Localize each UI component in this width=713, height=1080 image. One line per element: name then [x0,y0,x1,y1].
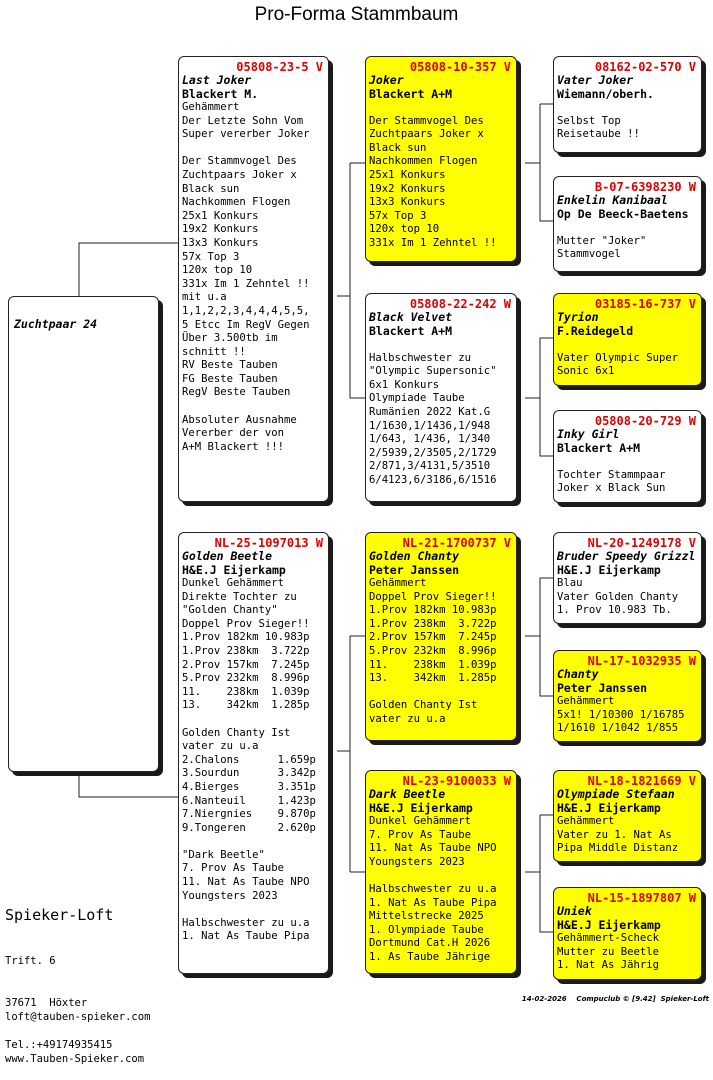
card-notes [557,815,698,856]
note-line: 2.Chalons 1.659p [182,753,316,766]
ring-number: 05808-10-357 V [409,60,511,74]
note-line [557,101,698,115]
note-line: Der Stammvogel Des [182,155,297,168]
note-line: 2/871,3/4131,5/3510 [369,460,491,473]
note-line: RegV Beste Tauben [182,386,291,399]
note-line [182,835,325,849]
note-line: Mutter zu Beetle [557,945,660,958]
note-line [557,338,698,352]
card-dam-sire [365,532,517,741]
loft-name: Spieker-Loft [5,906,114,924]
address-street: Trift. 6 [5,955,56,967]
breeder-name: Op De Beeck-Baetens [557,206,689,221]
note-line: mit u.a [182,291,227,304]
note-line: 11. Nat As Taube NPO [369,842,497,855]
card-dam [178,532,329,974]
note-line: Selbst Top [557,114,621,127]
note-line: 4.Bierges 3.351p [182,780,316,793]
note-line: Nachkommen Flogen [369,155,478,168]
note-line: 1. Prov 10.983 Tb. [557,604,672,617]
card-notes [182,101,325,454]
breeder-name: H&E.J Eijerkamp [369,800,473,815]
note-line [182,903,325,917]
note-line: RV Beste Tauben [182,359,278,372]
breeder-name: Wiemann/oberh. [557,86,654,101]
note-line: Vater Golden Chanty [557,590,679,603]
card-ddd [553,887,702,980]
breeding-pair-box [8,296,159,772]
note-line: Blau [557,577,583,589]
note-line: 2.Prov 157km 7.245p [182,658,310,671]
note-line: Dunkel Gehämmert [182,577,285,589]
note-line: Sonic 6x1 [557,365,615,378]
pigeon-name: Black Velvet [369,310,453,324]
note-line: Gehämmert-Scheck [557,932,660,944]
note-line: Super vererber Joker [182,128,310,141]
note-line: Gehämmert [557,695,615,707]
note-line: vater zu u.a [369,712,446,725]
note-line: 1. Nat As Taube Pipa [182,930,310,943]
note-line: Rumänien 2022 Kat.G [369,405,491,418]
ring-number: NL-18-1821669 V [587,774,696,788]
note-line [182,713,325,727]
note-line: 1/1630,1/1436,1/948 [369,419,491,432]
note-line: Vater Olympic Super [557,351,679,364]
note-line: Reisetaube !! [557,128,640,141]
note-line: Der Stammvogel Des [369,114,484,127]
note-line: Doppel Prov Sieger!! [182,617,310,630]
ring-number: 05808-22-242 W [409,297,511,311]
note-line: 25x1 Konkurs [182,209,259,222]
breeder-name: H&E.J Eijerkamp [557,917,661,932]
note-line: 5.Prov 232km 8.996p [182,672,310,685]
note-line: 1.Prov 182km 10.983p [369,604,497,617]
card-notes [369,577,513,727]
pigeon-name: Uniek [557,904,592,918]
address-phone: Tel.:+49174935415 [5,1039,113,1051]
note-line: FG Beste Tauben [182,372,278,385]
note-line: Dortmund Cat.H 2026 [369,937,491,950]
note-line: 1. Nat As Taube Pipa [369,896,497,909]
note-line: 6/4123,6/3186,6/1516 [369,473,497,486]
card-sire [178,56,329,502]
note-line: A+M Blackert !!! [182,440,285,453]
note-line: 13x3 Konkurs [182,236,259,249]
breeder-name: Blackert M. [182,86,259,101]
ring-number: NL-21-1700737 V [402,536,511,550]
card-dss [553,532,702,624]
note-line: Absoluter Ausnahme [182,413,297,426]
note-line: 13. 342km 1.285p [369,672,497,685]
note-line: schnitt !! [182,345,246,358]
note-line [557,221,698,235]
note-line: Doppel Prov Sieger!! [369,590,497,603]
pigeon-name: Chanty [557,667,599,681]
note-line: Vererber der von [182,427,285,440]
card-notes [369,815,513,965]
card-notes [557,455,698,496]
note-line: Joker x Black Sun [557,482,666,495]
ring-number: B-07-6398230 W [594,180,696,194]
breeder-name: H&E.J Eijerkamp [557,800,661,815]
note-line: Gehämmert [182,101,240,113]
note-line: Golden Chanty Ist [369,699,478,712]
note-line: 11. Nat As Taube NPO [182,876,310,889]
card-notes [557,932,698,973]
ring-number: 08162-02-570 V [594,60,696,74]
note-line: vater zu u.a [182,740,259,753]
card-ssd [553,176,702,272]
note-line: 1/643, 1/436, 1/340 [369,433,491,446]
note-line [369,338,513,352]
ring-number: NL-23-9100033 W [402,774,511,788]
pigeon-name: Golden Beetle [182,549,273,563]
note-line: 13. 342km 1.285p [182,699,310,712]
note-line [557,455,698,469]
note-line: "Dark Beetle" [182,848,265,861]
card-notes [182,577,325,944]
note-line: 9.Tongeren 2.620p [182,821,316,834]
note-line: 120x top 10 [182,264,253,277]
note-line: 5 Etcc Im RegV Gegen [182,318,310,331]
card-notes [369,338,513,488]
ring-number: NL-17-1032935 W [587,654,696,668]
breeder-name: Blackert A+M [557,440,641,455]
pigeon-name: Last Joker [182,73,252,87]
note-line: Halbschwester zu u.a [369,882,497,895]
note-line: 3.Sourdun 3.342p [182,767,316,780]
note-line: 19x2 Konkurs [182,223,259,236]
ring-number: NL-20-1249178 V [587,536,696,550]
note-line: 7.Niergnies 9.870p [182,808,316,821]
note-line: Black sun [182,182,240,195]
ring-number: NL-25-1097013 W [214,536,323,550]
contact-website: www.Tauben-Spieker.com [5,1053,145,1065]
breeder-name: Peter Janssen [557,680,648,695]
card-sire-sire [365,56,517,262]
breeder-name: H&E.J Eijerkamp [182,562,286,577]
note-line: "Olympic Supersonic" [369,365,497,378]
note-line: 7. Prov As Taube [182,862,285,875]
note-line [182,142,325,156]
note-line: 1. Olympiade Taube [369,923,484,936]
note-line: Youngsters 2023 [369,855,465,868]
card-notes [557,577,698,618]
note-line: Zuchtpaars Joker x [369,128,484,141]
note-line: 1.Prov 182km 10.983p [182,631,310,644]
pigeon-name: Dark Beetle [369,787,446,801]
card-notes [557,338,698,379]
pigeon-name: Tyrion [557,310,599,324]
note-line: Mittelstrecke 2025 [369,910,484,923]
card-notes [557,221,698,262]
note-line: "Golden Chanty" [182,604,278,617]
page-title: Pro-Forma Stammbaum [254,4,459,25]
note-line: 2/5939,2/3505,2/1729 [369,446,497,459]
pigeon-name: Golden Chanty [369,549,460,563]
pigeon-name: Inky Girl [557,427,620,441]
note-line: 19x2 Konkurs [369,182,446,195]
note-line: Halbschwester zu u.a [182,916,310,929]
breeder-name: Blackert A+M [369,86,453,101]
note-line: 1. Nat As Jährig [557,959,660,972]
note-line: 1. As Taube Jährige [369,950,491,963]
note-line: Youngsters 2023 [182,889,278,902]
card-notes [557,101,698,142]
ring-number: 03185-16-737 V [594,297,696,311]
note-line: Pipa Middle Distanz [557,842,679,855]
note-line: 6.Nanteuil 1.423p [182,794,316,807]
note-line: 331x Im 1 Zehntel !! [369,236,497,249]
note-line [369,686,513,700]
note-line: 11. 238km 1.039p [369,658,497,671]
breeding-pair-name: Zuchtpaar 24 [14,317,98,331]
note-line: 120x top 10 [369,223,440,236]
note-line: 57x Top 3 [369,209,427,222]
note-line [369,101,513,115]
card-sds [553,293,702,386]
note-line: Golden Chanty Ist [182,726,291,739]
note-line: Direkte Tochter zu [182,590,297,603]
note-line: Der Letzte Sohn Vom [182,114,304,127]
card-sire-dam [365,293,517,502]
note-line: 7. Prov As Taube [369,828,472,841]
note-line: 1.Prov 238km 3.722p [369,617,497,630]
breeder-name: Blackert A+M [369,323,453,338]
note-line: 25x1 Konkurs [369,168,446,181]
breeder-name: H&E.J Eijerkamp [557,562,661,577]
card-sdd [553,410,702,503]
pigeon-name: Joker [369,73,404,87]
note-line: Nachkommen Flogen [182,196,291,209]
note-line: Gehämmert [369,577,427,589]
note-line: 13x3 Konkurs [369,196,446,209]
note-line: 5x1! 1/10300 1/16785 [557,708,685,721]
note-line: 57x Top 3 [182,250,240,263]
note-line: 5.Prov 232km 8.996p [369,644,497,657]
pigeon-name: Enkelin Kanibaal [557,193,668,207]
note-line [369,869,513,883]
note-line: 11. 238km 1.039p [182,685,310,698]
note-line [182,400,325,414]
note-line: 1/1610 1/1042 1/855 [557,722,679,735]
card-sss [553,56,702,153]
card-notes [369,101,513,251]
note-line: Vater zu 1. Nat As [557,828,672,841]
note-line: Dunkel Gehämmert [369,815,472,827]
pigeon-name: Bruder Speedy Grizzl [557,549,696,563]
breeder-name: Peter Janssen [369,562,460,577]
note-line: Halbschwester zu [369,351,472,364]
note-line: Stammvogel [557,248,621,261]
note-line: 1,1,2,2,3,4,4,4,5,5, [182,304,310,317]
card-dds [553,770,702,862]
loft-contact [5,982,150,1080]
note-line: 1.Prov 238km 3.722p [182,644,310,657]
address-city: 37671 Höxter [5,997,88,1009]
note-line: Tochter Stammpaar [557,468,666,481]
breeder-name: F.Reidegeld [557,323,634,338]
pigeon-name: Olympiade Stefaan [557,787,675,801]
card-dam-dam [365,770,517,974]
note-line: Gehämmert [557,815,615,827]
note-line: Zuchtpaars Joker x [182,168,297,181]
ring-number: NL-15-1897807 W [587,891,696,905]
note-line: Olympiade Taube [369,392,465,405]
print-meta: 14-02-2026 Compuclub © [9.42] Spieker-Loft [521,995,709,1003]
ring-number: 05808-20-729 W [594,414,696,428]
note-line: Mutter "Joker" [557,234,647,247]
note-line: 331x Im 1 Zehntel !! [182,277,310,290]
note-line: Black sun [369,141,427,154]
note-line: 6x1 Konkurs [369,378,440,391]
card-dsd [553,650,702,742]
note-line: Über 3.500tb im [182,332,278,345]
pigeon-name: Vater Joker [557,73,634,87]
contact-email: loft@tauben-spieker.com [5,1011,151,1023]
card-notes [557,695,698,736]
ring-number: 05808-23-5 V [236,60,323,74]
note-line: 2.Prov 157km 7.245p [369,631,497,644]
